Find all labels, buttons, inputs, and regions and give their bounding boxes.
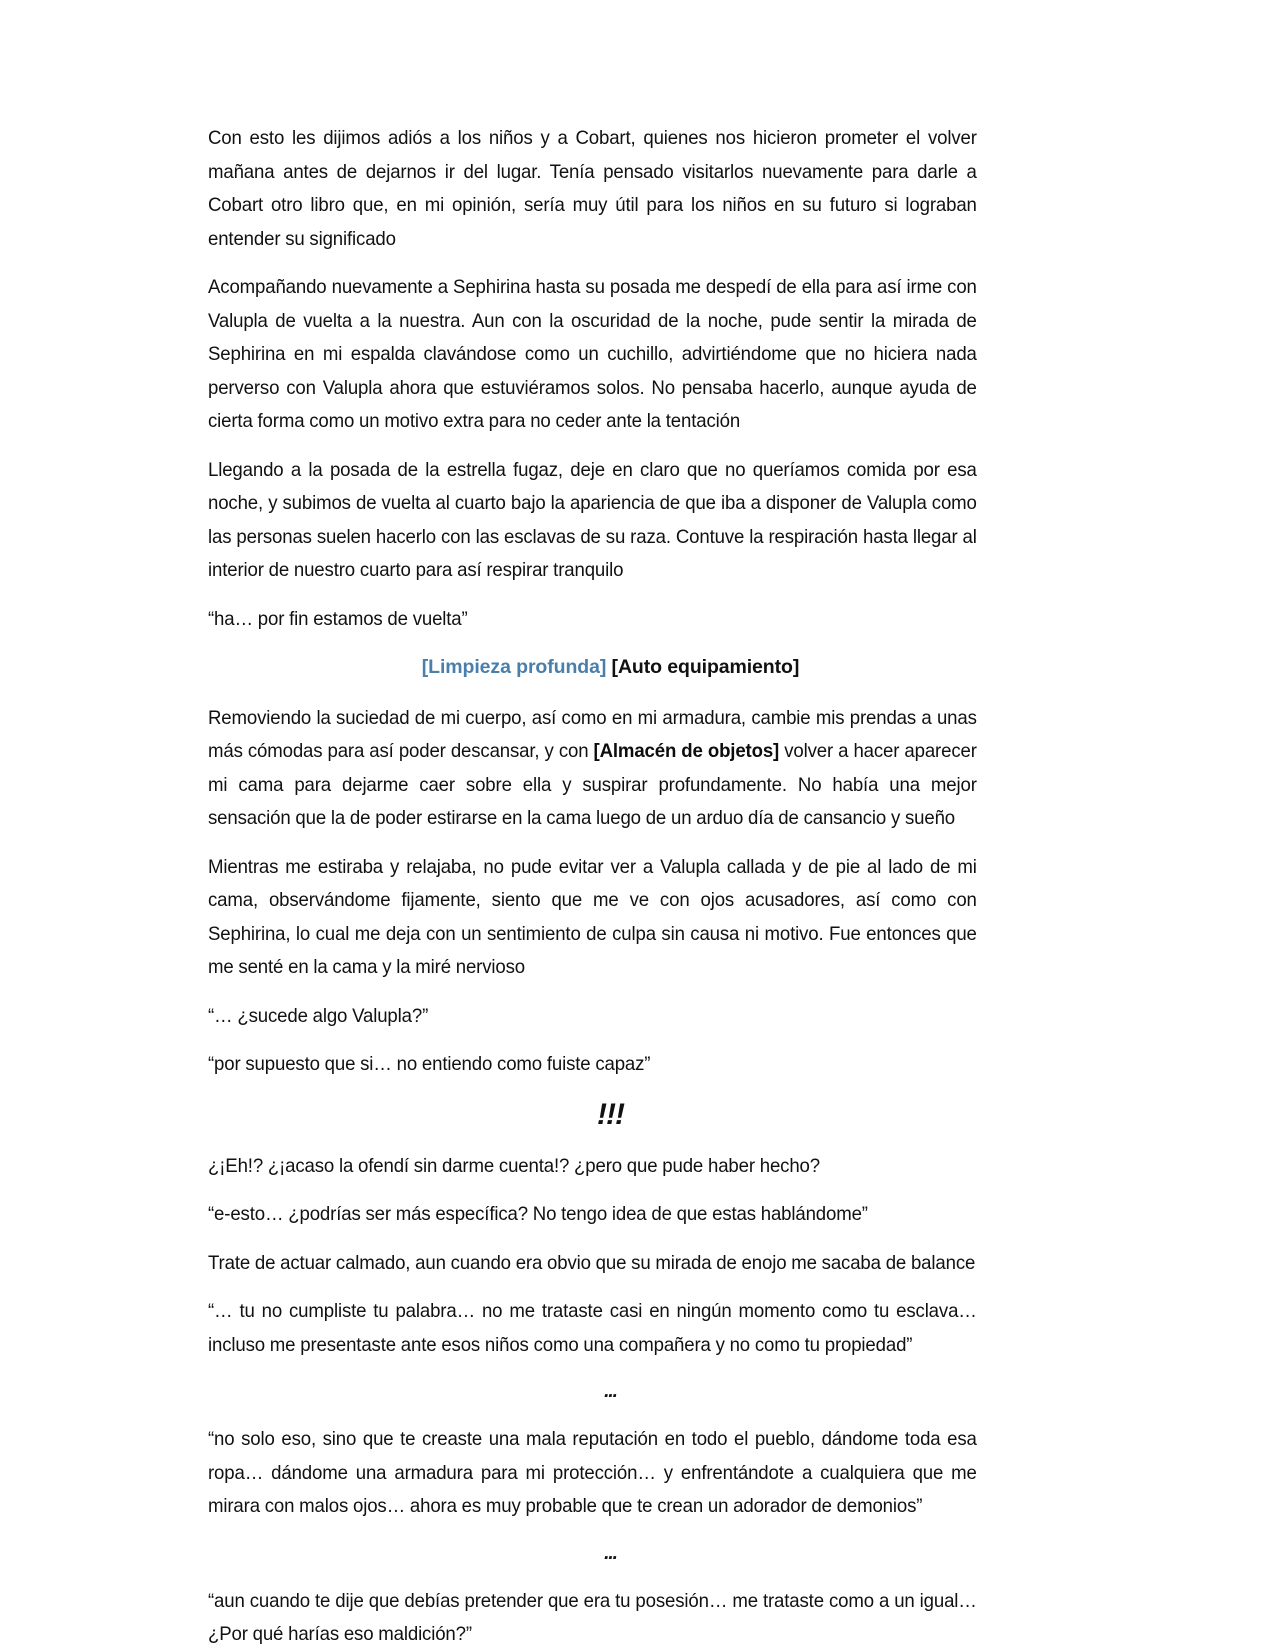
paragraph-5-part-1: Removiendo la suciedad de mi cuerpo, así como en mi armadura, cambie mis prendas a unas más cómodas para así poder descansar, y con: [208, 706, 977, 762]
dialogue-line-3: “por supuesto que si… no entiendo como fuiste capaz”: [208, 1053, 651, 1075]
dialogue-line-2: “… ¿sucede algo Valupla?”: [208, 1004, 429, 1027]
paragraph-6: Mientras me estiraba y relajaba, no pude evitar ver a Valupla callada y de pie al lado de mi cama, observándome fijamente, siento que me ve con ojos acusadores, así como con Sephirina, lo cual me deja con un sentimiento de culpa sin causa ni motivo. Fue entonces que me senté en la cama y la miré nervioso: [208, 855, 977, 978]
dialogue-line-1: “ha… por fin estamos de vuelta”: [208, 607, 468, 630]
paragraph-5-part-3: volver a hacer aparecer mi cama para dejarme caer sobre ella y suspirar profundamente. No había una mejor sensación que la de poder estirarse en la cama luego de un arduo día de cansancio y sueño: [208, 740, 977, 829]
skill-name-limpieza-profunda: [Limpieza profunda]: [421, 656, 607, 678]
paragraph-2: Acompañando nuevamente a Sephirina hasta su posada me despedí de ella para así irme con Valupla de vuelta a la nuestra. Aun con la oscuridad de la noche, pude sentir la mirada de Sephirina en mi espalda clavándose como un cuchillo, advirtiéndome que no hiciera nada perverso con Valupla ahora que estuviéramos solos. No pensaba hacerlo, aunque ayuda de cierta forma como un motivo extra para no ceder ante la tentación: [208, 276, 977, 432]
dialogue-line-7: “aun cuando te dije que debías pretender que era tu posesión… me trataste como a un igual… ¿Por qué harías eso maldición?”: [208, 1589, 977, 1645]
skill-name-auto-equipamiento: [Auto equipamiento]: [611, 656, 800, 678]
dialogue-line-5: “… tu no cumpliste tu palabra… no me trataste casi en ningún momento como tu esclava… incluso me presentaste ante esos niños como una compañera y no como tu propiedad”: [208, 1300, 977, 1356]
scene-separator-1: !!!: [597, 1097, 624, 1131]
paragraph-5: [208, 702, 977, 836]
skill-name-almacen-de-objetos: [Almacén de objetos]: [593, 740, 780, 762]
scene-separator-3: ...: [604, 1542, 617, 1564]
paragraph-9: ¿¡Eh!? ¿¡acaso la ofendí sin darme cuenta!? ¿pero que pude haber hecho?: [208, 1154, 820, 1177]
dialogue-line-4: “e-esto… ¿podrías ser más específica? No tengo idea de que estas hablándome”: [208, 1203, 868, 1225]
paragraph-3: Llegando a la posada de la estrella fugaz, deje en claro que no queríamos comida por esa noche, y subimos de vuelta al cuarto bajo la apariencia de que iba a disponer de Valupla como las personas suelen hacerlo con las esclavas de su raza. Contuve la respiración hasta llegar al interior de nuestro cuarto para así respirar tranquilo: [208, 458, 977, 581]
dialogue-line-6: “no solo eso, sino que te creaste una mala reputación en todo el pueblo, dándome toda esa ropa… dándome una armadura para mi protección… y enfrentándote a cualquiera que me mirara con malos ojos… ahora es muy probable que te crean un adorador de demonios”: [208, 1428, 977, 1517]
document-body: [208, 122, 1013, 1650]
paragraph-1: Con esto les dijimos adiós a los niños y a Cobart, quienes nos hicieron prometer el volver mañana antes de dejarnos ir del lugar. Tenía pensado visitarlos nuevamente para darle a Cobart otro libro que, en mi opinión, sería muy útil para los niños en su futuro si lograban entender su significado: [208, 127, 977, 250]
scene-separator-2: ...: [604, 1381, 617, 1402]
skill-heading: [208, 651, 1013, 685]
paragraph-11: Trate de actuar calmado, aun cuando era obvio que su mirada de enojo me sacaba de balance: [208, 1251, 976, 1274]
